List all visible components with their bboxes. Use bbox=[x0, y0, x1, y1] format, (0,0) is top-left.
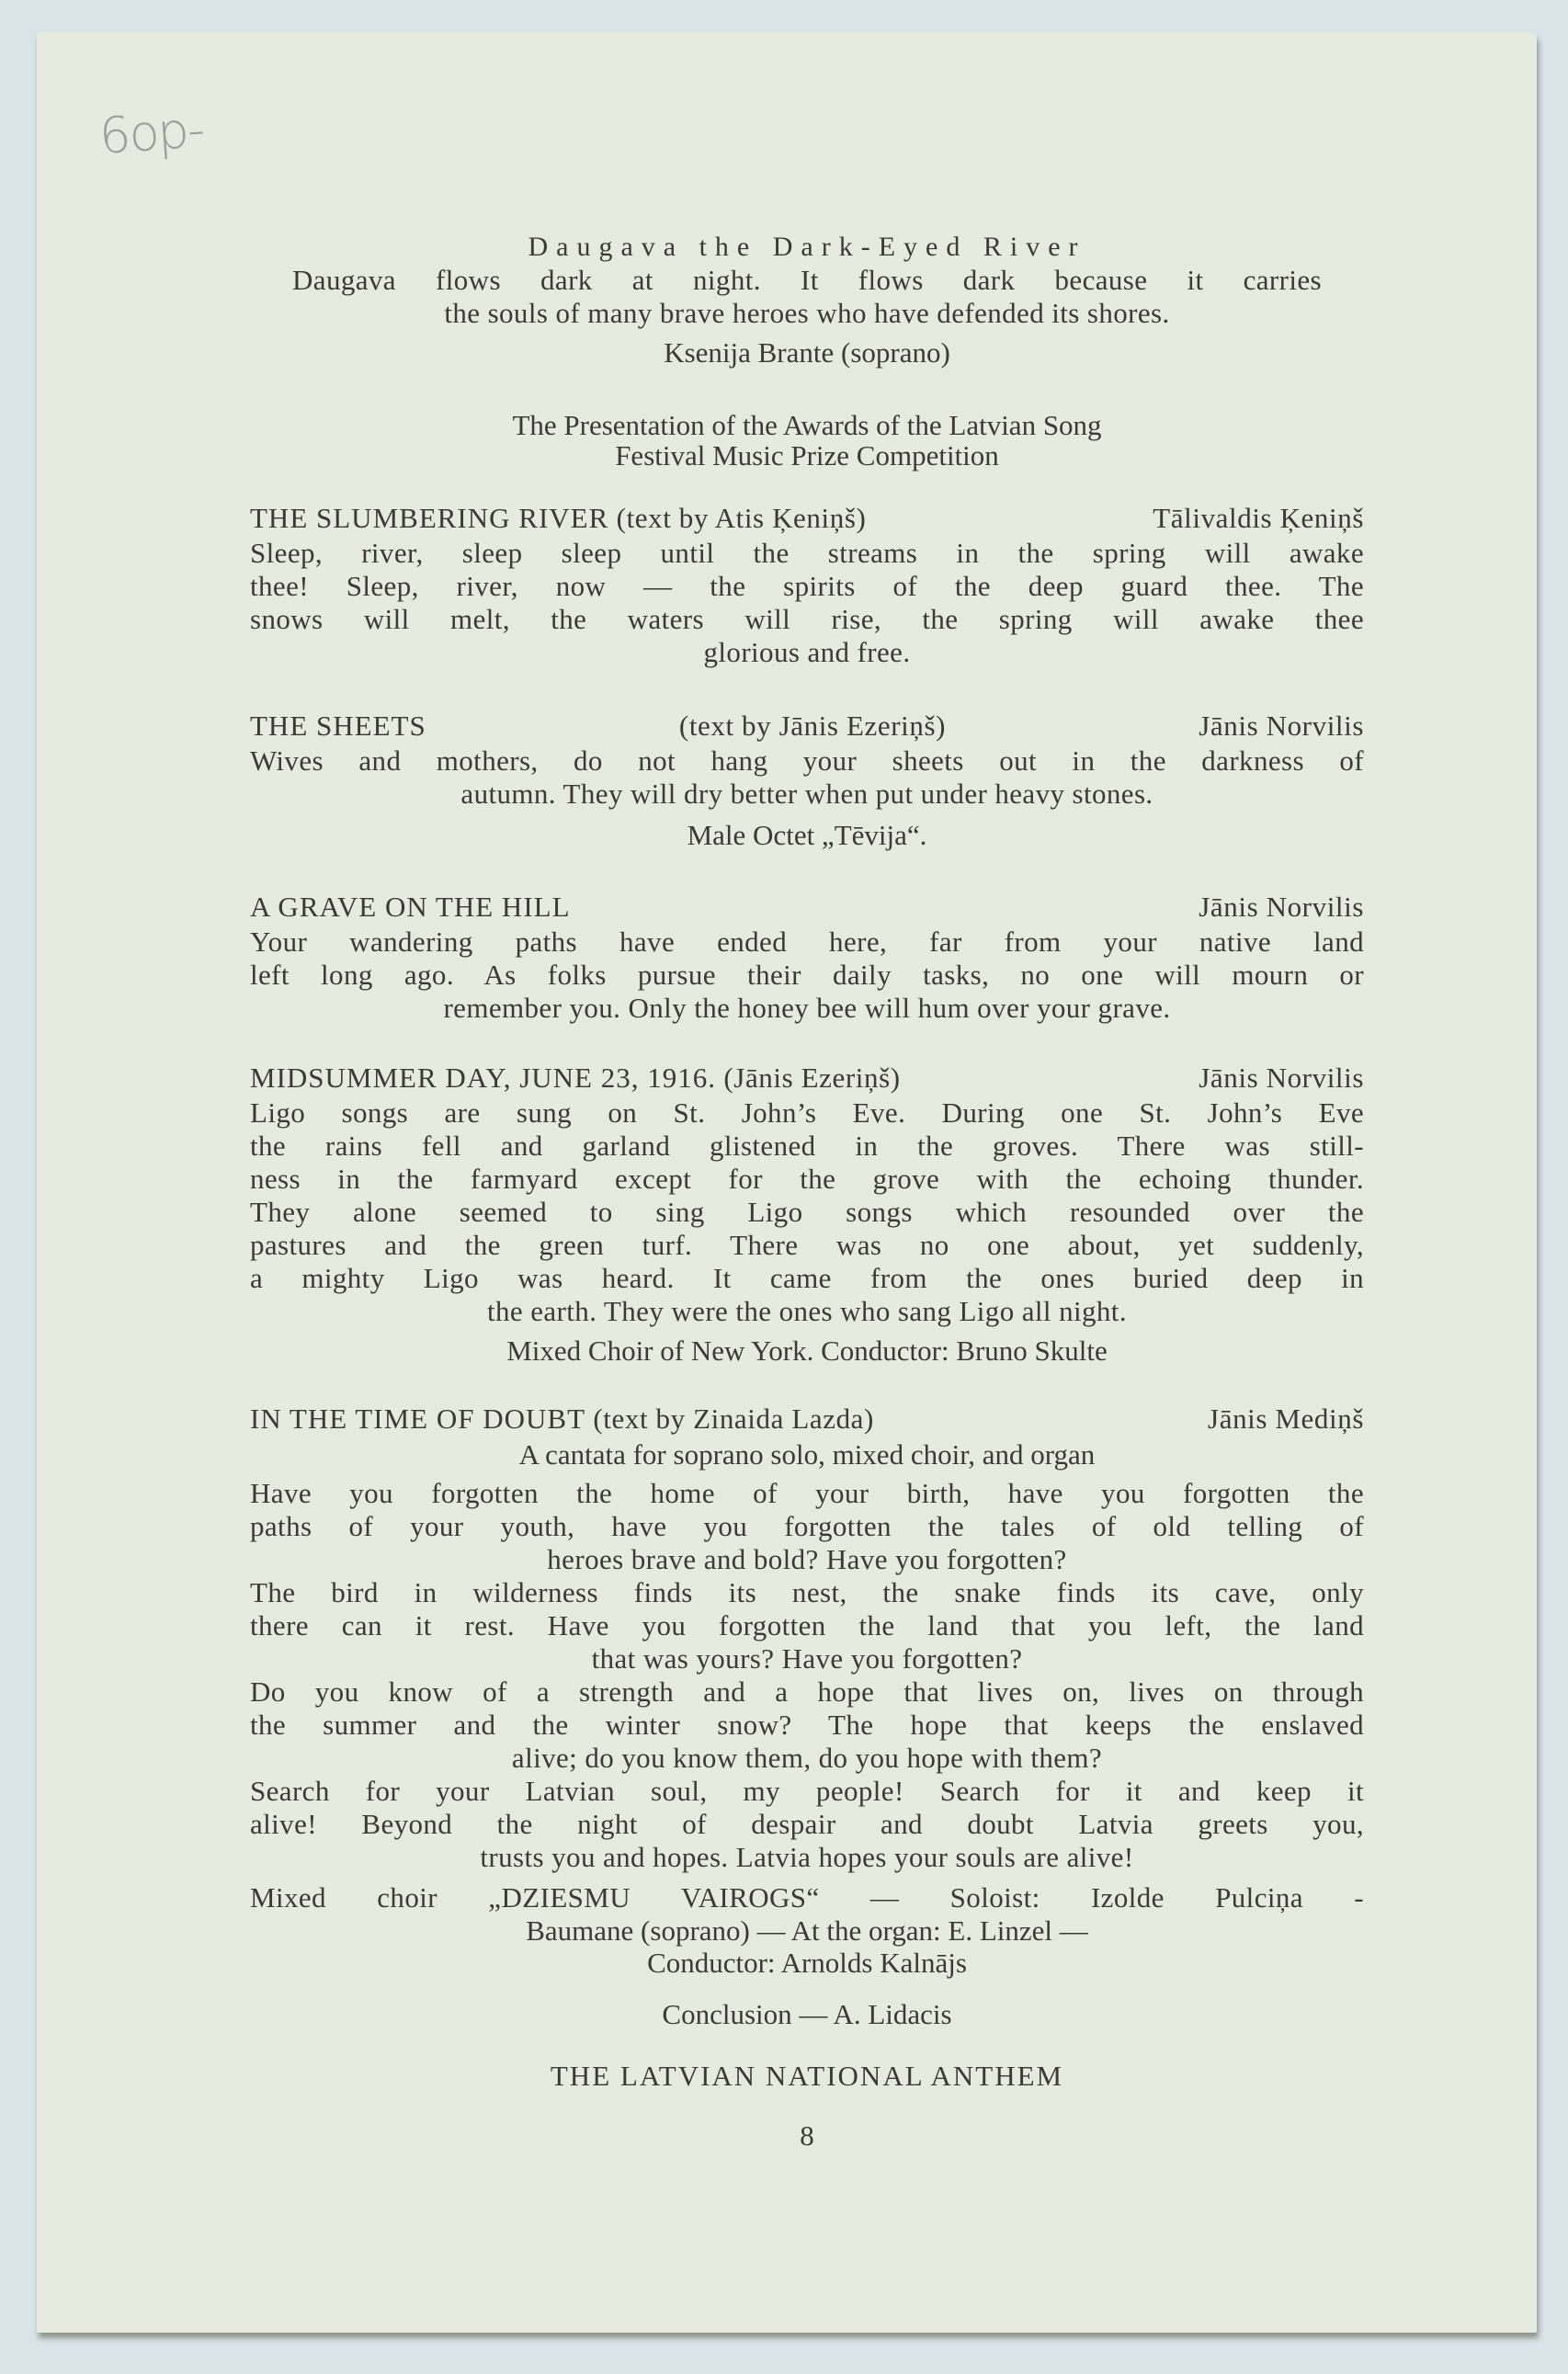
piece-description-line: Sleep, river, sleep sleep until the streams in the spring will awake bbox=[250, 537, 1364, 569]
piece-slumbering-river bbox=[250, 500, 1364, 669]
stanza-line: The bird in wilderness finds its nest, the snake finds its cave, only bbox=[250, 1576, 1364, 1608]
piece-title-row bbox=[250, 1401, 1364, 1437]
piece-composer: Jānis Norvilis bbox=[1199, 710, 1364, 742]
stanza-line: alive! Beyond the night of despair and doubt Latvia greets you, bbox=[250, 1808, 1364, 1840]
performer-line: Conductor: Arnolds Kalnājs bbox=[647, 1947, 967, 1979]
piece-description-line: They alone seemed to sing Ligo songs which resounded over the bbox=[250, 1196, 1364, 1228]
performer-line: Baumane (soprano) — At the organ: E. Linzel — bbox=[526, 1914, 1088, 1947]
page-number: 8 bbox=[800, 2119, 814, 2152]
performer-line: Mixed choir „DZIESMU VAIROGS“ — Soloist: Izolde Pulciņa - bbox=[250, 1881, 1364, 1914]
piece-title-row bbox=[250, 889, 1364, 926]
stanza-line: the summer and the winter snow? The hope that keeps the enslaved bbox=[250, 1709, 1364, 1741]
stanza-line: alive; do you know them, do you hope with them? bbox=[511, 1742, 1103, 1774]
piece-description-line: glorious and free. bbox=[703, 636, 911, 668]
stanza-line: Search for your Latvian soul, my people! Search for it and keep it bbox=[250, 1775, 1364, 1807]
piece-grave-on-the-hill bbox=[250, 889, 1364, 1025]
piece-description-line: pastures and the green turf. There was no one about, yet suddenly, bbox=[250, 1229, 1364, 1261]
conclusion: Conclusion — A. Lidacis bbox=[662, 1998, 952, 2030]
piece-performers bbox=[250, 1881, 1364, 1979]
piece-description-line: remember you. Only the honey bee will hum over your grave. bbox=[443, 992, 1171, 1024]
stanza bbox=[250, 1675, 1364, 1775]
stanza-line: paths of your youth, have you forgotten the tales of old telling of bbox=[250, 1510, 1364, 1542]
stanza bbox=[250, 1477, 1364, 1576]
piece-title: IN THE TIME OF DOUBT bbox=[250, 1403, 586, 1435]
piece-text-by: (text by Jānis Ezeriņš) bbox=[678, 710, 947, 742]
piece-text-by: (text by Zinaida Lazda) bbox=[593, 1403, 874, 1435]
piece-title: MIDSUMMER DAY, JUNE 23, 1916. bbox=[250, 1062, 716, 1094]
piece-title: THE SLUMBERING RIVER bbox=[250, 502, 609, 534]
piece-time-of-doubt bbox=[250, 1401, 1364, 1979]
daugava-performer: Ksenija Brante (soprano) bbox=[664, 336, 950, 369]
piece-midsummer-day bbox=[250, 1060, 1364, 1368]
piece-description-line: thee! Sleep, river, now — the spirits of the deep guard thee. The bbox=[250, 570, 1364, 602]
piece-composer: Tālivaldis Ķeniņš bbox=[1153, 502, 1364, 534]
stanza-line: Do you know of a strength and a hope that lives on, lives on through bbox=[250, 1675, 1364, 1708]
piece-subtitle: A cantata for soprano solo, mixed choir, and organ bbox=[518, 1438, 1096, 1471]
presentation-line: The Presentation of the Awards of the Latvian Song bbox=[512, 409, 1102, 441]
piece-composer: Jānis Norvilis bbox=[1199, 1062, 1364, 1094]
piece-description-line: the rains fell and garland glistened in the groves. There was still- bbox=[250, 1130, 1364, 1162]
daugava-section bbox=[250, 230, 1364, 369]
piece-description-line: a mighty Ligo was heard. It came from the ones buried deep in bbox=[250, 1262, 1364, 1294]
piece-composer: Jānis Norvilis bbox=[1199, 891, 1364, 923]
piece-text-by: (text by Atis Ķeniņš) bbox=[616, 502, 867, 534]
piece-title-row bbox=[250, 1060, 1364, 1096]
piece-performer: Male Octet „Tēvija“. bbox=[687, 819, 927, 851]
stanza-line: Have you forgotten the home of your birth, have you forgotten the bbox=[250, 1477, 1364, 1509]
stanza-line: that was yours? Have you forgotten? bbox=[591, 1642, 1023, 1675]
daugava-description-line: Daugava flows dark at night. It flows dark because it carries bbox=[292, 264, 1322, 296]
piece-title-row bbox=[250, 500, 1364, 537]
piece-title-row bbox=[250, 708, 1364, 744]
piece-description-line: snows will melt, the waters will rise, the spring will awake thee bbox=[250, 603, 1364, 635]
piece-description-line: Your wandering paths have ended here, far from your native land bbox=[250, 926, 1364, 958]
presentation-line: Festival Music Prize Competition bbox=[615, 439, 999, 471]
piece-the-sheets bbox=[250, 708, 1364, 852]
stanza-line: trusts you and hopes. Latvia hopes your souls are alive! bbox=[480, 1841, 1134, 1873]
piece-description-line: left long ago. As folks pursue their daily tasks, no one will mourn or bbox=[250, 959, 1364, 991]
handwritten-note: 6op- bbox=[97, 100, 206, 165]
daugava-title: Daugava the Dark-Eyed River bbox=[528, 232, 1086, 262]
stanza-line: there can it rest. Have you forgotten the land that you left, the land bbox=[250, 1609, 1364, 1641]
piece-composer: Jānis Mediņš bbox=[1208, 1403, 1364, 1435]
presentation-section bbox=[250, 408, 1364, 472]
national-anthem: THE LATVIAN NATIONAL ANTHEM bbox=[550, 2060, 1064, 2092]
piece-performer: Mixed Choir of New York. Conductor: Bruno Skulte bbox=[506, 1335, 1108, 1367]
stanza bbox=[250, 1576, 1364, 1675]
piece-description-line: the earth. They were the ones who sang Ligo all night. bbox=[487, 1295, 1127, 1327]
piece-title: THE SHEETS bbox=[250, 710, 426, 742]
program-content bbox=[250, 224, 1364, 2153]
daugava-description-line: the souls of many brave heroes who have defended its shores. bbox=[444, 297, 1170, 329]
piece-text-by: (Jānis Ezeriņš) bbox=[723, 1062, 901, 1094]
piece-description-line: autumn. They will dry better when put under heavy stones. bbox=[460, 778, 1153, 810]
piece-description-line: Ligo songs are sung on St. John’s Eve. During one St. John’s Eve bbox=[250, 1096, 1364, 1129]
piece-description-line: Wives and mothers, do not hang your sheets out in the darkness of bbox=[250, 744, 1364, 777]
piece-description-line: ness in the farmyard except for the grove with the echoing thunder. bbox=[250, 1163, 1364, 1195]
piece-title: A GRAVE ON THE HILL bbox=[250, 891, 571, 923]
stanza bbox=[250, 1775, 1364, 1874]
stanza-line: heroes brave and bold? Have you forgotten? bbox=[547, 1543, 1067, 1575]
